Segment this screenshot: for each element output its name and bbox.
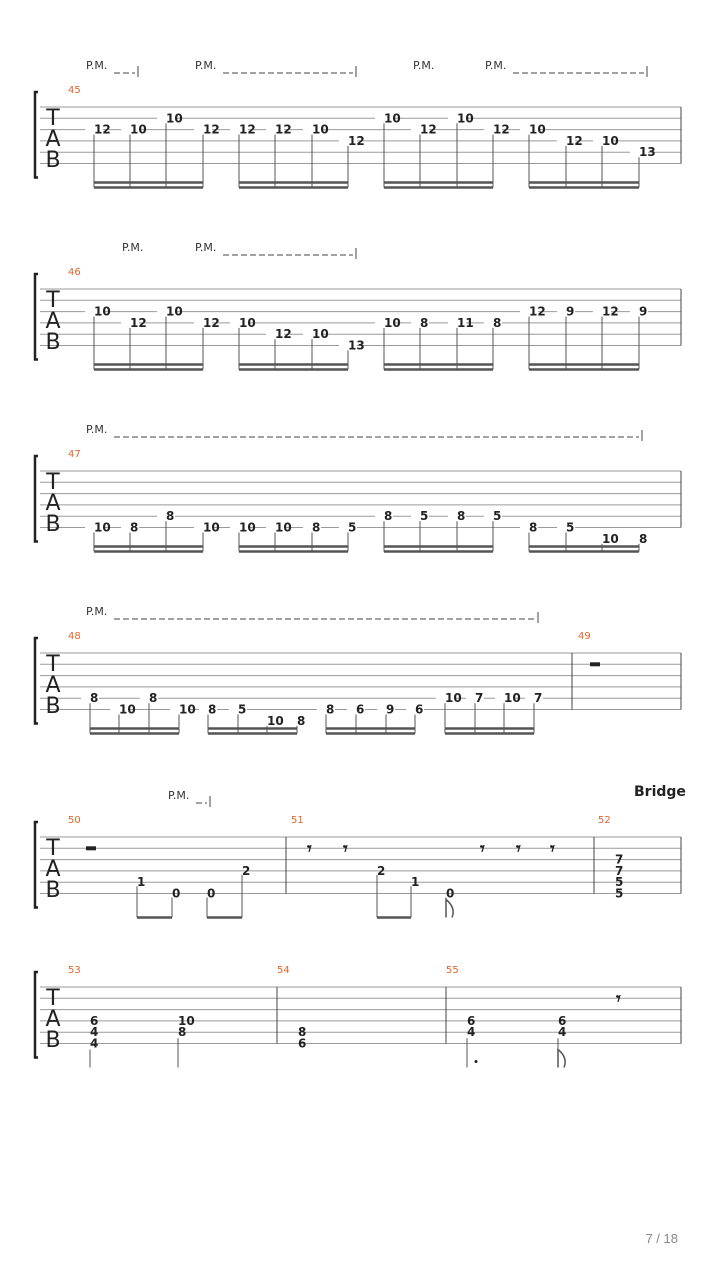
system-bracket: [35, 456, 38, 542]
fret-number: 10: [384, 315, 401, 330]
fret-number: 8: [493, 315, 502, 330]
fret-number: 5: [566, 520, 575, 535]
tab-clef-t: T: [46, 836, 60, 861]
eighth-rest: 𝄾: [343, 838, 348, 860]
palm-mute-label: P.M.: [195, 241, 217, 254]
fret-number: 7: [534, 691, 543, 706]
measure-number: 45: [68, 85, 81, 96]
fret-number: 2: [242, 863, 251, 878]
system-bracket: [35, 274, 38, 360]
measure-number: 53: [68, 965, 81, 976]
palm-mute-label: P.M.: [195, 59, 217, 72]
palm-mute-label: P.M.: [413, 59, 435, 72]
chord-fret: 5: [615, 875, 624, 890]
chord-fret: 5: [615, 886, 624, 901]
fret-number: 8: [208, 702, 217, 717]
fret-number: 12: [420, 122, 437, 137]
tab-clef-t: T: [46, 986, 60, 1011]
fret-number: 11: [457, 315, 474, 330]
fret-number: 9: [386, 702, 395, 717]
fret-number: 10: [275, 520, 292, 535]
palm-mute-label: P.M.: [86, 605, 108, 618]
measure-number: 48: [68, 631, 81, 642]
fret-number: 0: [207, 886, 216, 901]
fret-number: 8: [130, 520, 139, 535]
page-number: 7 / 18: [645, 1231, 678, 1246]
chord-fret: 4: [467, 1025, 476, 1040]
chord-fret: 6: [298, 1036, 307, 1051]
fret-number: 9: [566, 304, 575, 319]
tab-clef-b: B: [45, 148, 61, 173]
system-bracket: [35, 972, 38, 1058]
measure-number: 50: [68, 815, 81, 826]
palm-mute-label: P.M.: [168, 789, 190, 802]
tab-clef-t: T: [46, 470, 60, 495]
system-5: [35, 784, 686, 918]
fret-number: 8: [166, 509, 175, 524]
chord-fret: 7: [615, 852, 624, 867]
fret-number: 0: [446, 886, 455, 901]
fret-number: 5: [420, 509, 429, 524]
tab-clef-t: T: [46, 288, 60, 313]
system-6: [35, 965, 681, 1068]
system-bracket: [35, 638, 38, 724]
fret-number: 10: [267, 713, 284, 728]
tab-clef-t: T: [46, 652, 60, 677]
fret-number: 10: [602, 133, 619, 148]
fret-number: 8: [326, 702, 335, 717]
dot: [475, 1060, 478, 1063]
fret-number: 13: [639, 145, 656, 160]
eighth-rest: 𝄾: [616, 988, 621, 1010]
chord-fret: 6: [467, 1013, 476, 1028]
fret-number: 6: [415, 702, 424, 717]
fret-number: 12: [602, 304, 619, 319]
half-rest: [590, 662, 600, 666]
chord-fret: 4: [90, 1025, 99, 1040]
fret-number: 8: [149, 691, 158, 706]
chord-fret: 7: [615, 863, 624, 878]
section-label: Bridge: [634, 784, 686, 800]
fret-number: 13: [348, 338, 365, 353]
fret-number: 10: [602, 531, 619, 546]
chord-fret: 8: [178, 1025, 187, 1040]
note-flag: [558, 1050, 565, 1068]
eighth-rest: 𝄾: [307, 838, 312, 860]
fret-number: 6: [356, 702, 365, 717]
fret-number: 10: [94, 520, 111, 535]
fret-number: 10: [384, 111, 401, 126]
fret-number: 10: [445, 691, 462, 706]
fret-number: 1: [411, 875, 420, 890]
fret-number: 1: [137, 875, 146, 890]
measure-number: 49: [578, 631, 591, 642]
fret-number: 7: [475, 691, 484, 706]
tab-clef-a: A: [45, 491, 61, 516]
measure-number: 46: [68, 267, 81, 278]
tab-clef-a: A: [45, 857, 61, 882]
fret-number: 10: [166, 111, 183, 126]
system-bracket: [35, 822, 38, 908]
fret-number: 8: [529, 520, 538, 535]
tab-clef-t: T: [46, 106, 60, 131]
fret-number: 12: [203, 122, 220, 137]
system-2: [35, 241, 681, 370]
fret-number: 10: [312, 327, 329, 342]
tab-clef-a: A: [45, 673, 61, 698]
fret-number: 8: [297, 713, 306, 728]
fret-number: 12: [566, 133, 583, 148]
half-rest: [86, 846, 96, 850]
eighth-rest: 𝄾: [480, 838, 485, 860]
tab-clef-b: B: [45, 330, 61, 355]
fret-number: 8: [420, 315, 429, 330]
fret-number: 12: [275, 122, 292, 137]
fret-number: 10: [130, 122, 147, 137]
fret-number: 12: [529, 304, 546, 319]
measure-number: 52: [598, 815, 611, 826]
fret-number: 10: [239, 520, 256, 535]
fret-number: 10: [94, 304, 111, 319]
system-3: [35, 423, 681, 552]
palm-mute-label: P.M.: [86, 423, 108, 436]
fret-number: 10: [457, 111, 474, 126]
fret-number: 12: [348, 133, 365, 148]
fret-number: 10: [203, 520, 220, 535]
measure-number: 51: [291, 815, 304, 826]
fret-number: 8: [639, 531, 648, 546]
fret-number: 8: [457, 509, 466, 524]
chord-fret: 8: [298, 1025, 307, 1040]
tab-clef-b: B: [45, 694, 61, 719]
eighth-rest: 𝄾: [550, 838, 555, 860]
fret-number: 12: [239, 122, 256, 137]
fret-number: 10: [312, 122, 329, 137]
fret-number: 8: [90, 691, 99, 706]
fret-number: 8: [312, 520, 321, 535]
eighth-rest: 𝄾: [516, 838, 521, 860]
fret-number: 5: [348, 520, 357, 535]
fret-number: 12: [130, 315, 147, 330]
fret-number: 10: [504, 691, 521, 706]
chord-fret: 6: [558, 1013, 567, 1028]
measure-number: 54: [277, 965, 290, 976]
tab-clef-a: A: [45, 127, 61, 152]
fret-number: 12: [493, 122, 510, 137]
fret-number: 12: [275, 327, 292, 342]
note-flag: [446, 900, 453, 918]
fret-number: 12: [94, 122, 111, 137]
fret-number: 10: [166, 304, 183, 319]
fret-number: 10: [529, 122, 546, 137]
fret-number: 12: [203, 315, 220, 330]
fret-number: 5: [493, 509, 502, 524]
palm-mute-label: P.M.: [122, 241, 144, 254]
fret-number: 10: [179, 702, 196, 717]
system-4: [35, 605, 681, 734]
tab-clef-a: A: [45, 309, 61, 334]
tab-clef-a: A: [45, 1007, 61, 1032]
fret-number: 10: [119, 702, 136, 717]
tab-clef-b: B: [45, 512, 61, 537]
fret-number: 2: [377, 863, 386, 878]
tab-clef-b: B: [45, 878, 61, 903]
chord-fret: 4: [558, 1025, 567, 1040]
fret-number: 0: [172, 886, 181, 901]
measure-number: 55: [446, 965, 459, 976]
palm-mute-label: P.M.: [485, 59, 507, 72]
fret-number: 8: [384, 509, 393, 524]
fret-number: 9: [639, 304, 648, 319]
palm-mute-label: P.M.: [86, 59, 108, 72]
system-bracket: [35, 92, 38, 178]
chord-fret: 6: [90, 1013, 99, 1028]
measure-number: 47: [68, 449, 81, 460]
chord-fret: 4: [90, 1036, 99, 1051]
fret-number: 10: [239, 315, 256, 330]
chord-fret: 10: [178, 1013, 195, 1028]
tab-clef-b: B: [45, 1028, 61, 1053]
fret-number: 5: [238, 702, 247, 717]
system-1: [35, 59, 681, 188]
